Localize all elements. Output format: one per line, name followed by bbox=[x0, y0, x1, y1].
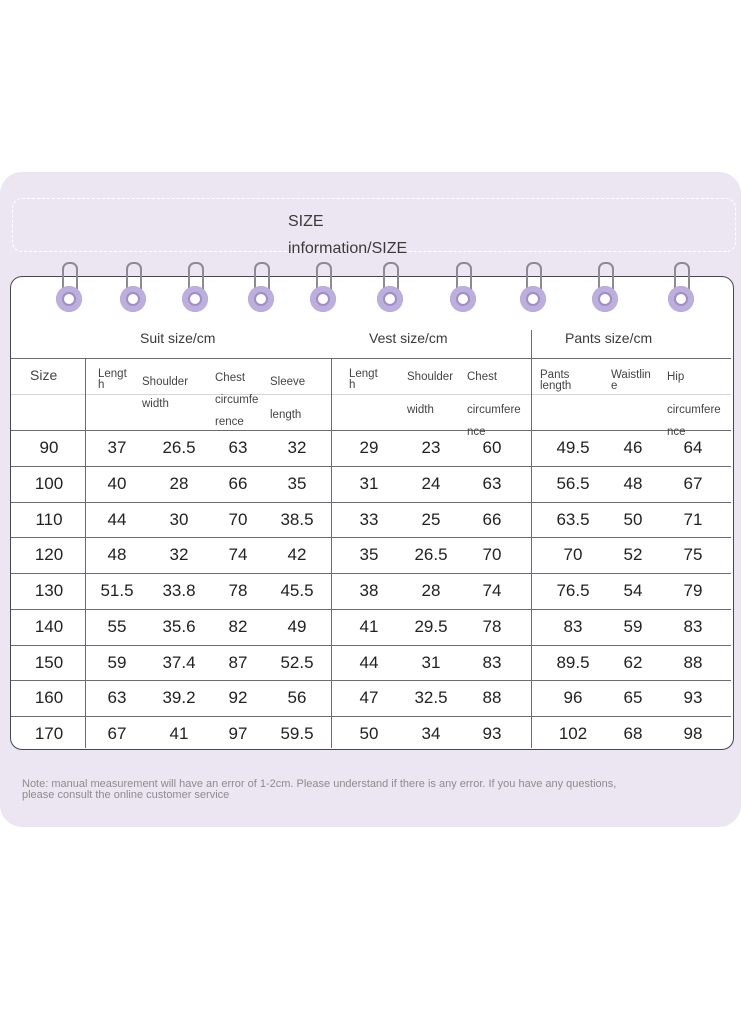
table-cell: 67 bbox=[107, 724, 127, 743]
table-cell: 52.5 bbox=[280, 653, 314, 672]
ring-hole bbox=[182, 286, 208, 312]
row-rule bbox=[11, 680, 731, 681]
ring-hole bbox=[120, 286, 146, 312]
table-cell: 97 bbox=[228, 724, 248, 743]
table-cell: 93 bbox=[482, 724, 502, 743]
table-cell: 39.2 bbox=[162, 688, 196, 707]
header-vest-length: Lengt h bbox=[349, 368, 378, 391]
binder-ring bbox=[310, 262, 336, 318]
row-rule bbox=[11, 502, 731, 503]
binder-ring bbox=[182, 262, 208, 318]
table-cell: 62 bbox=[623, 653, 643, 672]
table-cell: 67 bbox=[683, 474, 703, 493]
table-cell: 40 bbox=[107, 474, 127, 493]
table-cell: 49.5 bbox=[556, 438, 590, 457]
row-rule bbox=[11, 466, 731, 467]
binder-ring bbox=[248, 262, 274, 318]
table-cell: 56 bbox=[287, 688, 307, 707]
table-cell: 26.5 bbox=[414, 545, 448, 564]
table-cell: 83 bbox=[563, 617, 583, 636]
table-cell: 98 bbox=[683, 724, 703, 743]
table-cell: 28 bbox=[421, 581, 441, 600]
table-cell: 78 bbox=[482, 617, 502, 636]
table-cell: 30 bbox=[169, 510, 189, 529]
table-cell: 51.5 bbox=[100, 581, 134, 600]
size-cell: 100 bbox=[34, 474, 64, 493]
table-cell: 65 bbox=[623, 688, 643, 707]
binder-ring bbox=[377, 262, 403, 318]
header-suit-shoulder: Shoulder width bbox=[142, 376, 189, 410]
size-cell: 140 bbox=[34, 617, 64, 636]
table-cell: 29.5 bbox=[414, 617, 448, 636]
table-cell: 96 bbox=[563, 688, 583, 707]
table-cell: 63.5 bbox=[556, 510, 590, 529]
size-cell: 170 bbox=[34, 724, 64, 743]
vest-group-title: Vest size/cm bbox=[369, 330, 448, 346]
table-cell: 24 bbox=[421, 474, 441, 493]
suit-group-title: Suit size/cm bbox=[140, 330, 216, 346]
table-cell: 44 bbox=[359, 653, 379, 672]
table-cell: 63 bbox=[228, 438, 248, 457]
suit-vest-rule bbox=[331, 358, 332, 748]
header-pants-length: Pants length bbox=[540, 369, 572, 392]
table-cell: 31 bbox=[421, 653, 441, 672]
ring-hole bbox=[377, 286, 403, 312]
ring-hole bbox=[668, 286, 694, 312]
table-cell: 38.5 bbox=[280, 510, 314, 529]
ring-hole bbox=[450, 286, 476, 312]
table-cell: 47 bbox=[359, 688, 379, 707]
table-cell: 93 bbox=[683, 688, 703, 707]
table-cell: 41 bbox=[169, 724, 189, 743]
table-cell: 74 bbox=[228, 545, 248, 564]
header-vest-chest: Chest circumfere nce bbox=[467, 371, 521, 438]
ring-hole bbox=[520, 286, 546, 312]
table-cell: 89.5 bbox=[556, 653, 590, 672]
table-cell: 44 bbox=[107, 510, 127, 529]
table-cell: 87 bbox=[228, 653, 248, 672]
table-cell: 38 bbox=[359, 581, 379, 600]
table-cell: 55 bbox=[107, 617, 127, 636]
ring-hole bbox=[310, 286, 336, 312]
table-cell: 83 bbox=[683, 617, 703, 636]
table-cell: 88 bbox=[482, 688, 502, 707]
header-suit-length: Lengt h bbox=[98, 368, 127, 391]
ring-hole bbox=[592, 286, 618, 312]
table-cell: 79 bbox=[683, 581, 703, 600]
header-top-rule bbox=[11, 358, 731, 359]
table-cell: 31 bbox=[359, 474, 379, 493]
row-rule bbox=[11, 645, 731, 646]
table-cell: 92 bbox=[228, 688, 248, 707]
size-column-rule bbox=[85, 358, 86, 748]
table-cell: 45.5 bbox=[280, 581, 314, 600]
table-cell: 34 bbox=[421, 724, 441, 743]
table-cell: 35.6 bbox=[162, 617, 196, 636]
header-suit-chest: Chest circumfe rence bbox=[215, 372, 259, 428]
size-cell: 110 bbox=[35, 510, 63, 529]
table-cell: 48 bbox=[107, 545, 127, 564]
table-cell: 59 bbox=[107, 653, 127, 672]
ring-hole bbox=[248, 286, 274, 312]
table-cell: 35 bbox=[287, 474, 307, 493]
vest-pants-rule bbox=[531, 330, 532, 748]
header-pants-waist: Waistlin e bbox=[611, 369, 651, 392]
table-cell: 76.5 bbox=[556, 581, 590, 600]
table-cell: 37 bbox=[107, 438, 127, 457]
table-cell: 25 bbox=[421, 510, 441, 529]
measurement-note: Note: manual measurement will have an error of 1-2cm. Please understand if there is any error. If you have any questions, please consult the online customer service bbox=[22, 778, 617, 801]
binder-ring bbox=[450, 262, 476, 318]
header-bottom-rule bbox=[11, 430, 731, 431]
table-cell: 70 bbox=[563, 545, 583, 564]
table-cell: 63 bbox=[482, 474, 502, 493]
table-cell: 59 bbox=[623, 617, 643, 636]
binder-ring bbox=[592, 262, 618, 318]
table-cell: 66 bbox=[228, 474, 248, 493]
header-vest-shoulder: Shoulder width bbox=[407, 371, 454, 416]
table-cell: 64 bbox=[683, 438, 703, 457]
table-cell: 68 bbox=[623, 724, 643, 743]
header-mid-rule bbox=[11, 394, 731, 395]
binder-ring bbox=[520, 262, 546, 318]
table-cell: 83 bbox=[482, 653, 502, 672]
table-cell: 54 bbox=[623, 581, 643, 600]
table-cell: 102 bbox=[558, 724, 588, 743]
table-cell: 37.4 bbox=[162, 653, 196, 672]
table-cell: 50 bbox=[623, 510, 643, 529]
table-cell: 48 bbox=[623, 474, 643, 493]
row-rule bbox=[11, 537, 731, 538]
table-cell: 28 bbox=[169, 474, 189, 493]
binder-ring bbox=[56, 262, 82, 318]
size-cell: 90 bbox=[39, 438, 59, 457]
table-cell: 75 bbox=[683, 545, 703, 564]
size-cell: 160 bbox=[34, 688, 64, 707]
size-cell: 120 bbox=[34, 545, 64, 564]
size-cell: 130 bbox=[34, 581, 64, 600]
size-cell: 150 bbox=[34, 653, 64, 672]
table-cell: 29 bbox=[359, 438, 379, 457]
table-cell: 70 bbox=[482, 545, 502, 564]
table-cell: 26.5 bbox=[162, 438, 196, 457]
table-cell: 71 bbox=[683, 510, 703, 529]
table-cell: 59.5 bbox=[280, 724, 314, 743]
header-suit-sleeve: Sleeve length bbox=[270, 376, 306, 421]
table-cell: 32 bbox=[169, 545, 189, 564]
table-cell: 70 bbox=[228, 510, 248, 529]
table-cell: 88 bbox=[683, 653, 703, 672]
table-cell: 74 bbox=[482, 581, 502, 600]
table-cell: 42 bbox=[287, 545, 307, 564]
table-cell: 33 bbox=[359, 510, 379, 529]
table-cell: 63 bbox=[107, 688, 127, 707]
table-cell: 32 bbox=[287, 438, 307, 457]
binder-ring bbox=[668, 262, 694, 318]
table-cell: 66 bbox=[482, 510, 502, 529]
table-cell: 82 bbox=[228, 617, 248, 636]
row-rule bbox=[11, 573, 731, 574]
table-cell: 56.5 bbox=[556, 474, 590, 493]
pants-group-title: Pants size/cm bbox=[565, 330, 653, 346]
row-rule bbox=[11, 609, 731, 610]
header-pants-hip: Hip circumfere nce bbox=[667, 371, 721, 438]
ring-hole bbox=[56, 286, 82, 312]
table-cell: 33.8 bbox=[162, 581, 196, 600]
title-line-2: information/SIZE bbox=[288, 240, 408, 257]
table-cell: 46 bbox=[623, 438, 643, 457]
table-cell: 32.5 bbox=[414, 688, 448, 707]
header-size: Size bbox=[30, 367, 58, 383]
table-cell: 50 bbox=[359, 724, 379, 743]
table-cell: 41 bbox=[359, 617, 379, 636]
table-cell: 78 bbox=[228, 581, 248, 600]
table-cell: 23 bbox=[421, 438, 441, 457]
title-line-1: SIZE bbox=[288, 213, 324, 230]
table-cell: 52 bbox=[623, 545, 643, 564]
row-rule bbox=[11, 716, 731, 717]
binder-ring bbox=[120, 262, 146, 318]
table-cell: 35 bbox=[359, 545, 379, 564]
table-cell: 49 bbox=[287, 617, 307, 636]
table-cell: 60 bbox=[482, 438, 502, 457]
